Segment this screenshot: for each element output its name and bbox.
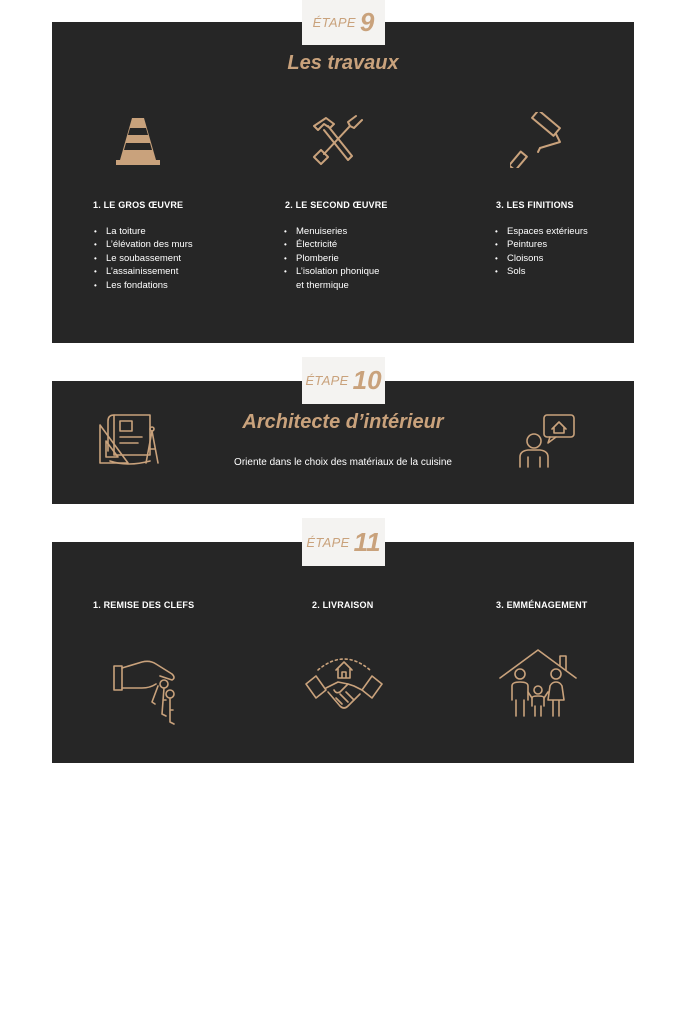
step-9-tab [302,0,385,45]
list-item: • Le soubassement [94,252,193,265]
list-second-oeuvre [284,225,379,292]
list-item: • Les fondations [94,279,193,292]
list-item: • Cloisons [495,252,588,265]
list-finitions [495,225,588,279]
list-item: • L’isolation phonique [284,265,379,278]
col-heading-emmenagement: 3. EMMÉNAGEMENT [496,600,588,610]
list-item: • L’assainissement [94,265,193,278]
step-11-panel [52,542,634,763]
col-heading-finitions: 3. LES FINITIONS [496,200,574,210]
step-number: 9 [359,7,375,37]
list-item: • La toiture [94,225,193,238]
family-house-icon [498,648,578,718]
hand-keys-icon [112,654,182,726]
list-item: • Électricité [284,238,379,251]
list-item: • Espaces extérieurs [495,225,588,238]
list-gros-oeuvre [94,225,193,292]
step-label: ÉTAPE [305,373,349,388]
list-item: • Sols [495,265,588,278]
architect-icon [516,411,578,469]
step-label: ÉTAPE [312,15,356,30]
col-heading-livraison: 2. LIVRAISON [312,600,374,610]
list-item: • L’élévation des murs [94,238,193,251]
step-number: 10 [352,365,382,395]
list-item: et thermique [296,279,349,291]
col-heading-second-oeuvre: 2. LE SECOND ŒUVRE [285,200,388,210]
blueprint-icon [98,411,164,469]
step-9-panel [52,22,634,343]
step-10-subtitle: Oriente dans le choix des matériaux de la cuisine [234,457,452,468]
tools-icon [308,112,368,168]
step-11-tab [302,518,385,566]
step-10-title: Architecte d’intérieur [242,411,444,433]
col-heading-gros-oeuvre: 1. LE GROS ŒUVRE [93,200,184,210]
step-10-tab [302,357,385,404]
col-heading-remise-des-clefs: 1. REMISE DES CLEFS [93,600,195,610]
list-item: • Peintures [495,238,588,251]
step-9-title: Les travaux [287,52,399,74]
list-item: • Plomberie [284,252,379,265]
step-number: 11 [353,526,381,557]
list-item: • Menuiseries [284,225,379,238]
handshake-house-icon [304,650,384,722]
step-label: ÉTAPE [306,534,350,550]
paint-roller-icon [510,112,570,168]
traffic-cone-icon [110,112,166,168]
